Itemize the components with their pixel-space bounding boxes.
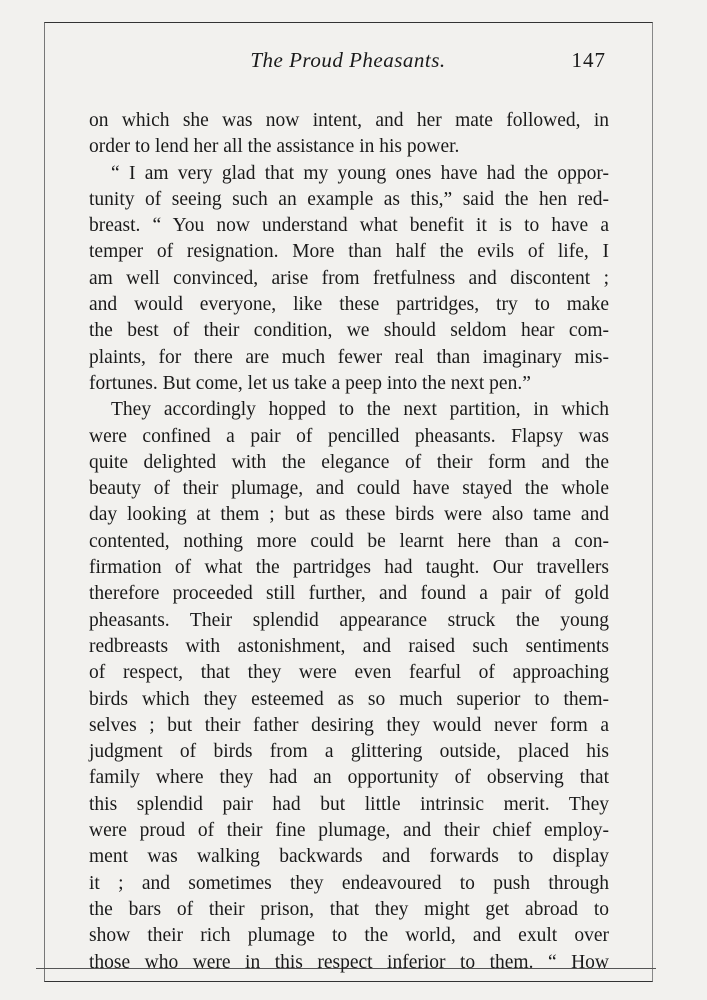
text-line: temper of resignation. More than half the evils of life, I <box>89 241 609 263</box>
text-line: quite delighted with the elegance of their form and the <box>89 451 609 473</box>
text-line: selves ; but their father desiring they would never form a <box>89 714 609 736</box>
text-line: and would everyone, like these partridges, try to make <box>89 294 609 316</box>
text-line: pheasants. Their splendid appearance struck the young <box>89 609 609 631</box>
text-line: contented, nothing more could be learnt here than a con- <box>89 530 609 552</box>
text-line: firmation of what the partridges had taught. Our travellers <box>89 557 609 579</box>
text-line: the best of their condition, we should seldom hear com- <box>89 320 609 342</box>
text-line: birds which they esteemed as so much superior to them- <box>89 688 609 710</box>
text-line: beauty of their plumage, and could have stayed the whole <box>89 478 609 500</box>
text-line: those who were in this respect inferior to them. “ How <box>89 951 609 973</box>
text-line: it ; and sometimes they endeavoured to push through <box>89 872 609 894</box>
text-line: therefore proceeded still further, and found a pair of gold <box>89 583 609 605</box>
text-line: fortunes. But come, let us take a peep into the next pen.” <box>89 372 531 394</box>
running-header <box>88 48 608 78</box>
text-line: “ I am very glad that my young ones have had the oppor- <box>111 162 609 184</box>
text-line: order to lend her all the assistance in his power. <box>89 136 460 158</box>
text-line: on which she was now intent, and her mate followed, in <box>89 110 609 131</box>
text-line: am well convinced, arise from fretfulness and discontent ; <box>89 267 609 289</box>
text-line: were confined a pair of pencilled pheasants. Flapsy was <box>89 425 609 447</box>
text-line: plaints, for there are much fewer real than imaginary mis- <box>89 346 609 368</box>
body-text <box>89 108 609 976</box>
running-title: The Proud Pheasants. <box>250 48 446 72</box>
text-line: redbreasts with astonishment, and raised such sentiments <box>89 635 609 657</box>
page-number: 147 <box>571 48 606 72</box>
text-line: They accordingly hopped to the next partition, in which <box>111 399 609 421</box>
text-line: the bars of their prison, that they might get abroad to <box>89 898 609 920</box>
text-line: family where they had an opportunity of observing that <box>89 767 609 789</box>
text-line: show their rich plumage to the world, and exult over <box>89 925 609 947</box>
text-line: this splendid pair had but little intrinsic merit. They <box>89 793 609 815</box>
text-line: judgment of birds from a glittering outside, placed his <box>89 741 609 763</box>
text-line: breast. “ You now understand what benefit it is to have a <box>89 215 609 237</box>
text-line: were proud of their fine plumage, and their chief employ- <box>89 820 609 842</box>
text-line: tunity of seeing such an example as this,” said the hen red- <box>89 188 609 210</box>
text-line: day looking at them ; but as these birds were also tame and <box>89 504 609 526</box>
text-line: ment was walking backwards and forwards to display <box>89 846 609 868</box>
text-line: of respect, that they were even fearful of approaching <box>89 662 609 684</box>
